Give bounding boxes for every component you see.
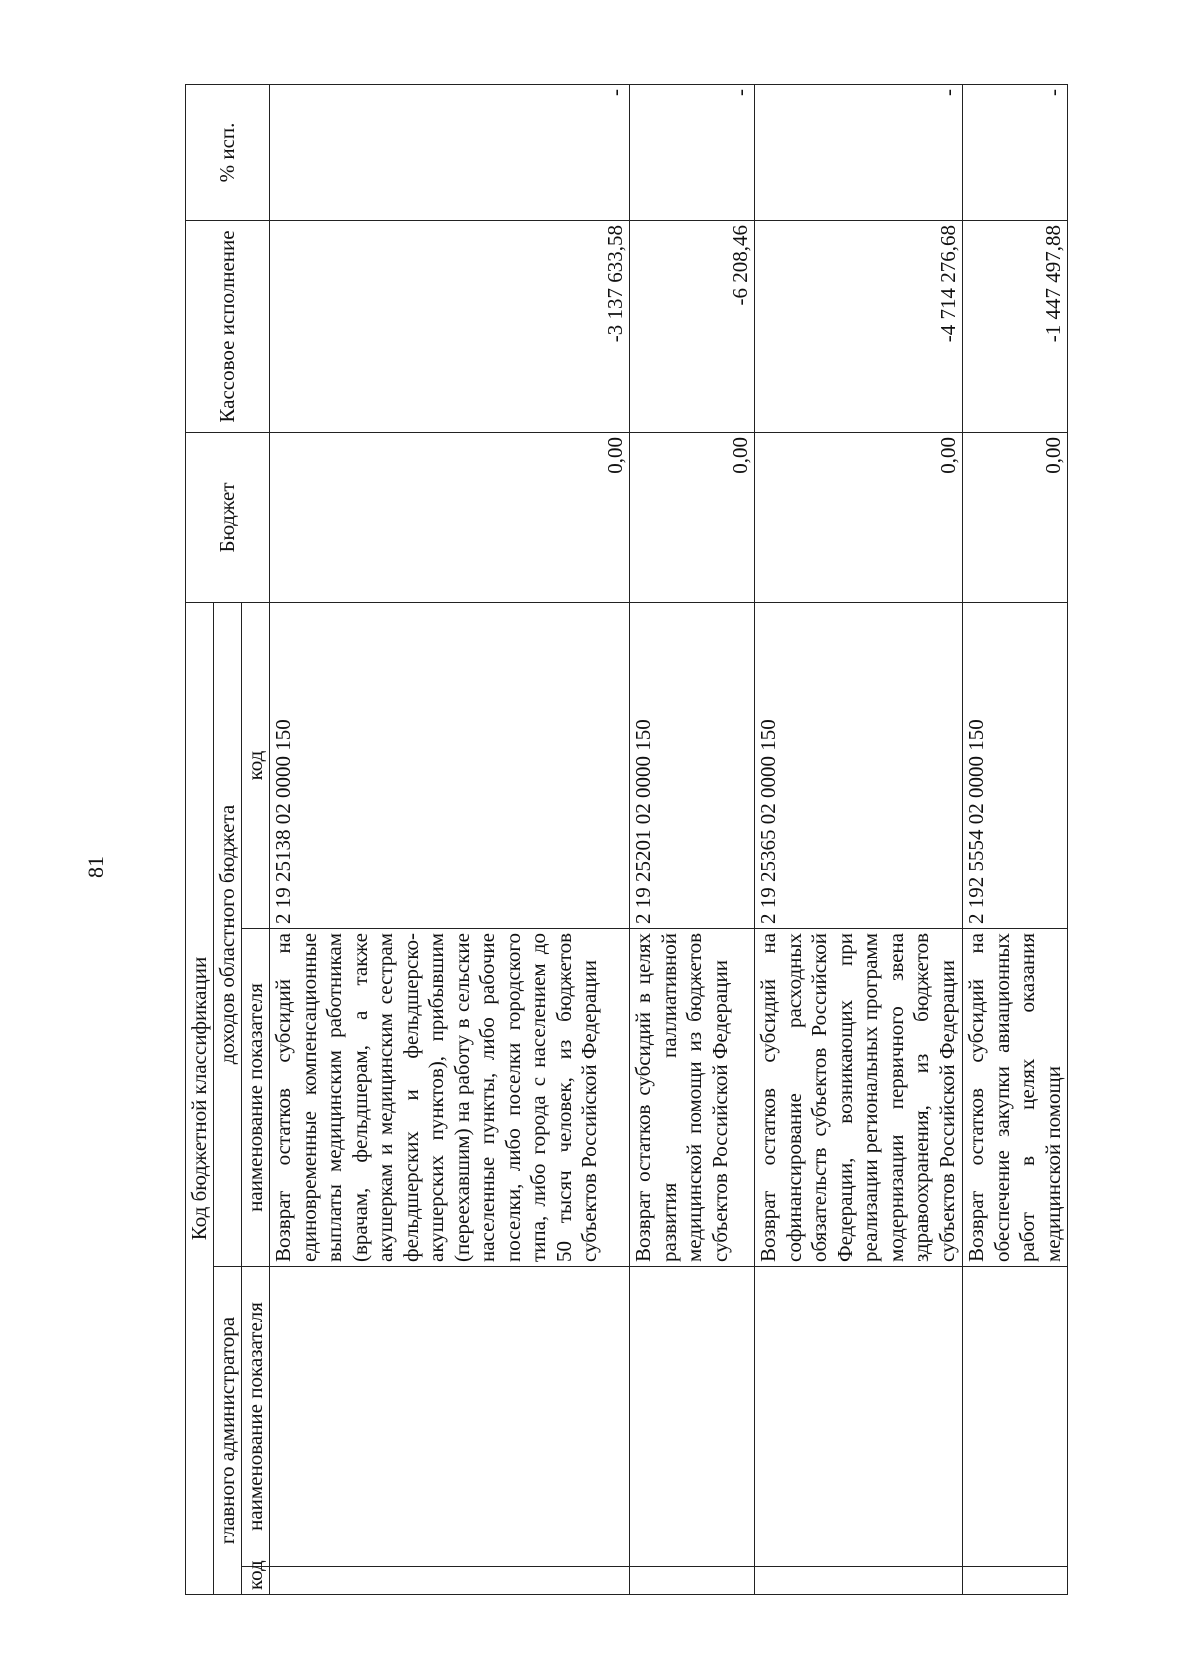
page-number: 81 [83, 856, 108, 878]
header-admin-group: главного администратора [214, 1267, 242, 1595]
header-admin-code: код [242, 1567, 270, 1595]
admin-code-cell [755, 1567, 963, 1595]
cash-cell: -4 714 276,68 [755, 220, 963, 432]
table-row [963, 84, 1068, 1594]
header-classification: Код бюджетной классификации [186, 602, 214, 1594]
percent-cell: - [755, 84, 963, 220]
cash-cell: -3 137 633,58 [270, 220, 630, 432]
admin-code-cell [270, 1567, 630, 1595]
table-row [755, 84, 963, 1594]
cash-cell: -6 208,46 [630, 220, 755, 432]
admin-name-cell [963, 1267, 1068, 1567]
table-row [630, 84, 755, 1594]
rotated-table-container [185, 85, 1065, 1595]
budget-cell: 0,00 [270, 432, 630, 602]
admin-code-cell [630, 1567, 755, 1595]
admin-name-cell [270, 1267, 630, 1567]
income-code-cell: 2 19 25365 02 0000 150 [755, 602, 963, 928]
header-income-code: код [242, 602, 270, 928]
cash-cell: -1 447 497,88 [963, 220, 1068, 432]
header-income-group: доходов областного бюджета [214, 602, 242, 1266]
budget-cell: 0,00 [630, 432, 755, 602]
admin-code-cell [963, 1567, 1068, 1595]
income-code-cell: 2 19 25201 02 0000 150 [630, 602, 755, 928]
header-cash: Кассовое исполнение [186, 220, 270, 432]
header-budget: Бюджет [186, 432, 270, 602]
header-percent: % исп. [186, 84, 270, 220]
percent-cell: - [630, 84, 755, 220]
income-code-cell: 2 19 25138 02 0000 150 [270, 602, 630, 928]
income-name-cell: Возврат остатков субсидий в целях развития паллиативной медицинской помощи из бюджетов субъектов Российской Федерации [630, 929, 755, 1267]
percent-cell: - [270, 84, 630, 220]
income-name-cell: Возврат остатков субсидий на единовременные компенсационные выплаты медицинским работникам (врачам, фельдшерам, а также акушеркам и медицинским сестрам фельдшерских и фельдшерско-акушерских пунктов), прибывшим (переехавшим) на работу в сельские населенные пункты, либо рабочие поселки, либо поселки городского типа, либо города с населением до 50 тысяч человек, из бюджетов субъектов Российской Федерации [270, 929, 630, 1267]
budget-table [185, 84, 1068, 1595]
budget-cell: 0,00 [963, 432, 1068, 602]
income-name-cell: Возврат остатков субсидий на обеспечение закупки авиационных работ в целях оказания медицинской помощи [963, 929, 1068, 1267]
income-code-cell: 2 192 5554 02 0000 150 [963, 602, 1068, 928]
percent-cell: - [963, 84, 1068, 220]
admin-name-cell [630, 1267, 755, 1567]
table-row [270, 84, 630, 1594]
header-income-name: наименование показателя [242, 929, 270, 1267]
budget-cell: 0,00 [755, 432, 963, 602]
admin-name-cell [755, 1267, 963, 1567]
header-admin-name: наименование показателя [242, 1267, 270, 1567]
income-name-cell: Возврат остатков субсидий на софинансирование расходных обязательств субъектов Российской Федерации, возникающих при реализации региональных программ модернизации первичного звена здравоохранения, из бюджетов субъектов Российской Федерации [755, 929, 963, 1267]
